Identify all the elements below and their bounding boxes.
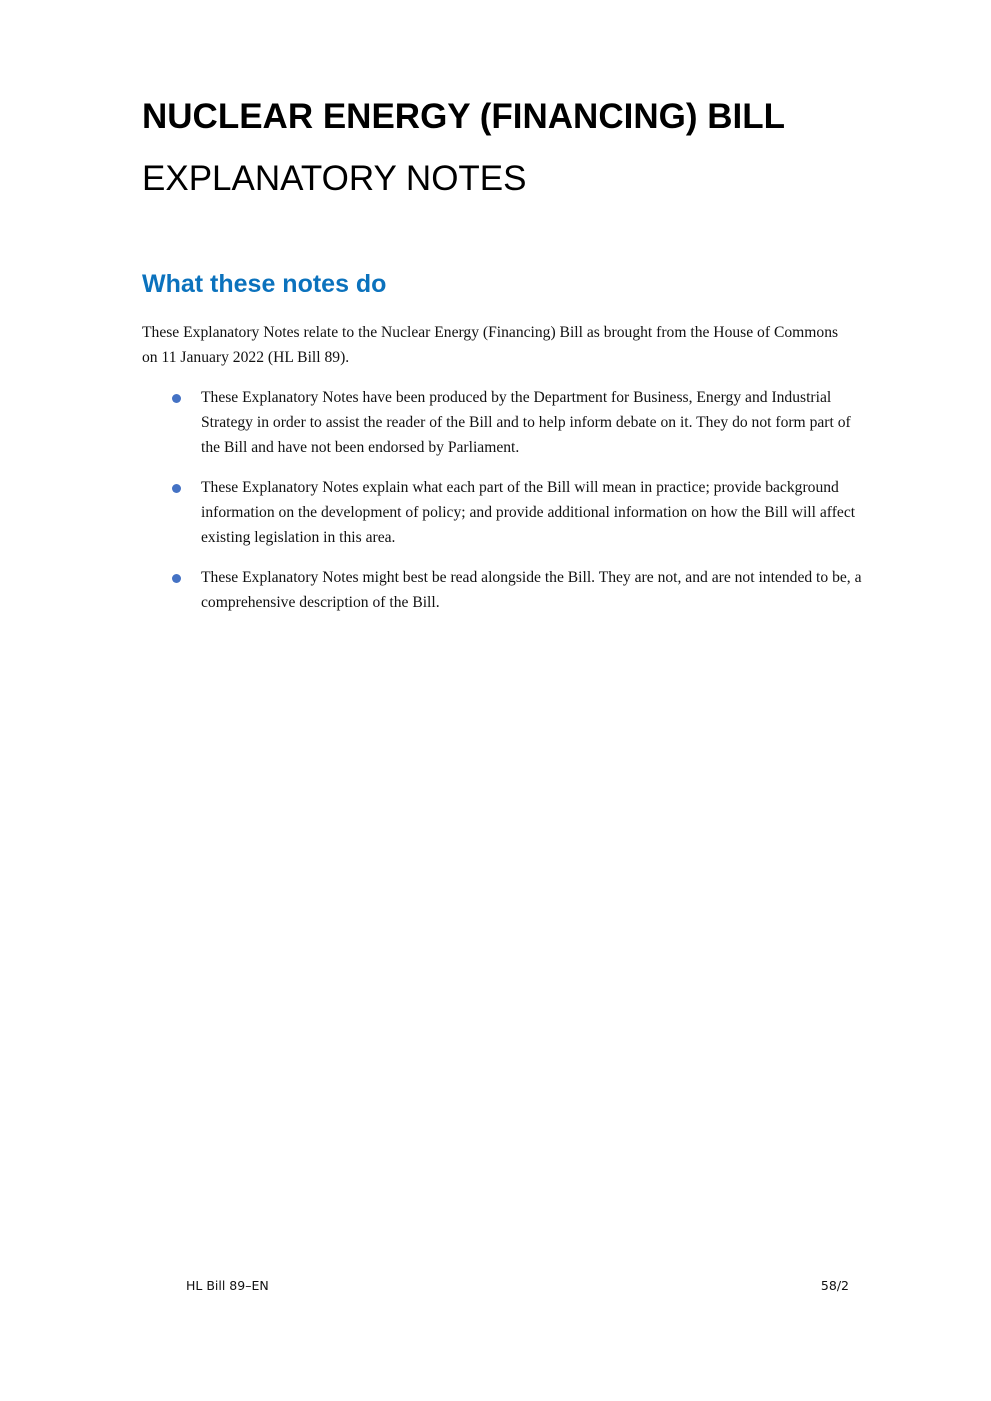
bullet-text: These Explanatory Notes have been produced by the Department for Business, Energy and Industrial Strategy in order to assist the reader of the Bill and to help inform debate on it. They do not form part of the Bill and have not been endorsed by Parliament. [201, 389, 851, 456]
footer-page-code: 58/2 [820, 1278, 849, 1293]
bullet-text: These Explanatory Notes explain what each part of the Bill will mean in practice; provide background information on the development of policy; and provide additional information on how the Bill will affect existing legislation in this area. [201, 479, 856, 546]
document-subtitle: EXPLANATORY NOTES [142, 159, 527, 198]
bullet-dot-icon [172, 574, 181, 583]
bullet-dot-icon [172, 394, 181, 403]
bullet-item [142, 565, 862, 615]
bullet-list [142, 385, 862, 630]
bullet-item [142, 475, 862, 550]
footer-bill-reference: HL Bill 89–EN [186, 1278, 269, 1293]
bullet-text: These Explanatory Notes might best be read alongside the Bill. They are not, and are not intended to be, a comprehensive description of the Bill. [201, 569, 862, 611]
bullet-item [142, 385, 862, 460]
bullet-dot-icon [172, 484, 181, 493]
section-heading: What these notes do [142, 270, 387, 298]
intro-paragraph: These Explanatory Notes relate to the Nuclear Energy (Financing) Bill as brought from the House of Commons on 11 January 2022 (HL Bill 89). [142, 324, 839, 366]
bill-title: NUCLEAR ENERGY (FINANCING) BILL [142, 97, 785, 136]
